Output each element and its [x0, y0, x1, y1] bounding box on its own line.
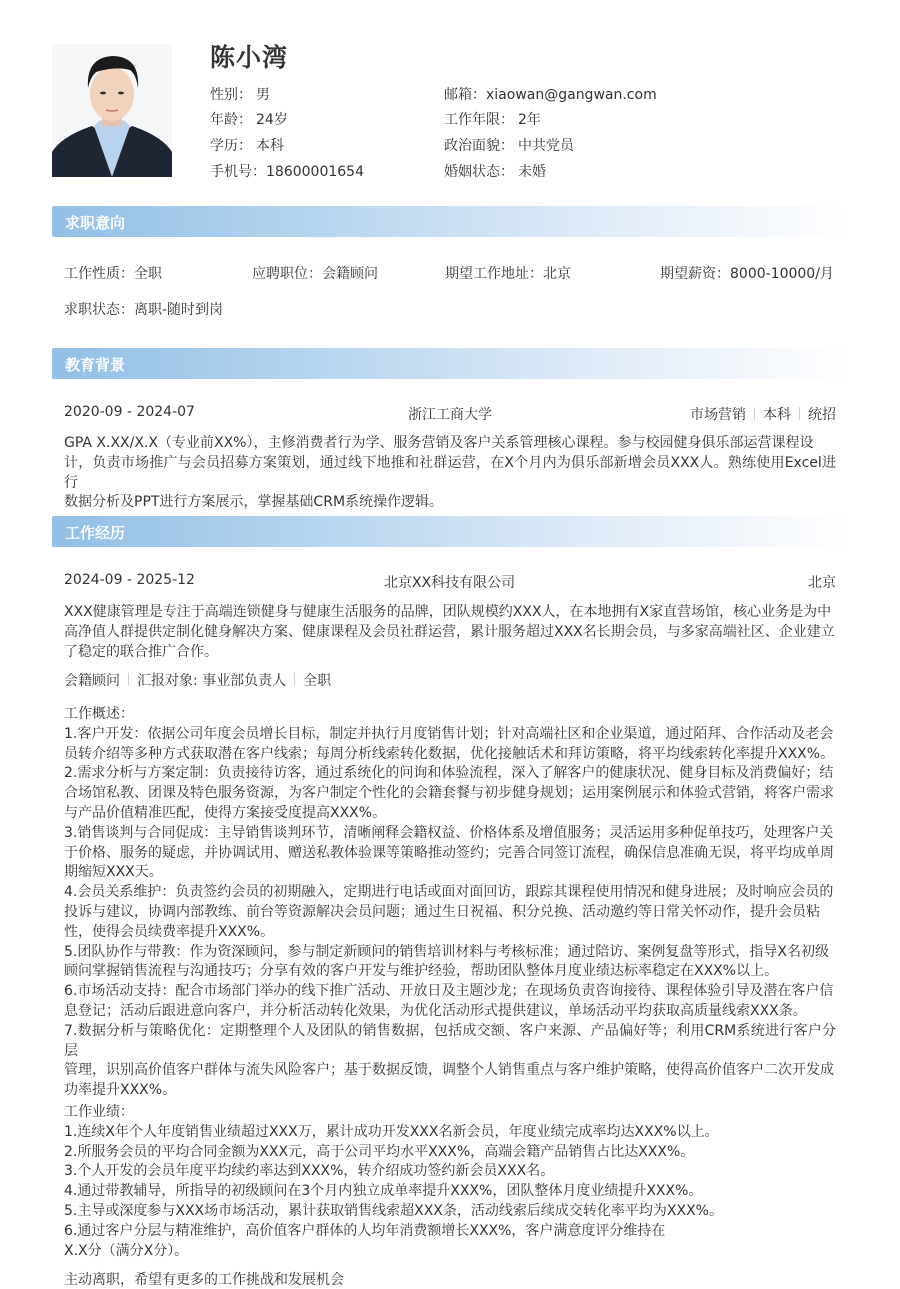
info-label: 婚姻状态： — [444, 164, 514, 180]
section-title: 工作经历 — [65, 524, 126, 542]
text-line: 功率提升XXX%。 — [64, 1082, 177, 1099]
info-value: 2年 — [518, 112, 541, 128]
section-header-work — [52, 516, 848, 547]
info-value: 中共党员 — [518, 138, 574, 154]
text-line: 2.需求分析与方案定制：负责接待访客，通过系统化的问询和体验流程，深入了解客户的健康状况、健身目标及消费偏好；结 — [64, 765, 834, 782]
info-value: 男 — [256, 87, 270, 103]
field-value: 北京 — [543, 266, 571, 282]
candidate-name: 陈小湾 — [210, 43, 289, 72]
section-header-job-intention — [52, 206, 848, 237]
separator — [294, 673, 295, 686]
text-line: XXX健康管理是专注于高端连锁健身与健康生活服务的品牌，团队规模约XXX人，在本地拥有X家直营场馆，核心业务是为中 — [64, 604, 832, 620]
summary-title: 工作概述： — [64, 706, 134, 722]
info-label: 政治面貌： — [444, 138, 514, 154]
text-line: 性，使得会员续费率提升XXX%。 — [64, 923, 275, 940]
text-line: GPA X.XX/X.X（专业前XX%），主修消费者行为学、服务营销及客户关系管理核心课程。参与校园健身俱乐部运营课程设 — [64, 435, 814, 451]
text-line: 于价格、服务的疑虑，并协调试用、赠送私教体验课等策略推动签约；完善合同签订流程，确保信息准确无误，将平均成单周 — [64, 844, 834, 861]
text-line: 3.个人开发的会员年度平均续约率达到XXX%，转介绍成功签约新会员XXX名。 — [64, 1163, 555, 1180]
text-line: 计，负责市场推广与会员招募方案策划，通过线下地推和社群运营，在X个月内为俱乐部新增会员XXX人。熟练使用Excel进行 — [64, 454, 836, 491]
education-school: 浙江工商大学 — [408, 407, 492, 423]
education-enrollment: 统招 — [808, 407, 836, 423]
work-reports-to: 汇报对象: 事业部负责人 — [137, 673, 287, 689]
text-line: 数据分析及PPT进行方案展示，掌握基础CRM系统操作逻辑。 — [64, 494, 444, 511]
info-label: 学历： — [210, 138, 252, 154]
info-value: 未婚 — [518, 164, 546, 180]
info-age — [210, 109, 288, 129]
text-line: 7.数据分析与策略优化：定期整理个人及团队的销售数据，包括成交额、客户来源、产品偏好等；利用CRM系统进行客户分层 — [64, 1022, 836, 1059]
field-label: 应聘职位： — [252, 266, 322, 282]
company-intro — [64, 603, 836, 662]
work-tags — [64, 670, 331, 690]
text-line: 1.连续X年个人年度销售业绩超过XXX万，累计成功开发XXX名新会员，年度业绩完成率均达XXX%以上。 — [64, 1123, 719, 1140]
work-type: 全职 — [303, 673, 332, 689]
text-line: 3.销售谈判与合同促成：主导销售谈判环节，清晰阐释会籍权益、价格体系及增值服务；灵活运用多种促单技巧，处理客户关 — [64, 824, 834, 841]
info-marital-status — [444, 161, 546, 181]
education-description — [64, 434, 836, 513]
info-email — [444, 84, 657, 104]
field-label: 期望薪资： — [660, 266, 730, 282]
education-degree: 本科 — [763, 407, 791, 423]
section-title: 求职意向 — [65, 214, 126, 232]
work-role: 会籍顾问 — [64, 673, 120, 689]
section-header-education — [52, 348, 848, 379]
text-line: 4.通过带教辅导，所指导的初级顾问在3个月内独立成单率提升XXX%，团队整体月度业绩提升XXX%。 — [64, 1183, 703, 1200]
info-value: 18600001654 — [266, 164, 364, 180]
field-value: 会籍顾问 — [322, 266, 378, 282]
info-label: 手机号： — [210, 164, 266, 180]
text-line: 5.主导或深度参与XXX场市场活动，累计获取销售线索超XXX条，活动线索后续成交转化率平均为XXX%。 — [64, 1202, 723, 1219]
text-line: 与产品价值精准匹配，使得方案接受度提高XXX%。 — [64, 804, 387, 821]
separator — [128, 673, 129, 686]
text-line: 1.客户开发：依据公司年度会员增长目标，制定并执行月度销售计划；针对高端社区和企业渠道，通过陌拜、合作活动及老会 — [64, 725, 834, 742]
text-line: 顾问掌握销售流程与沟通技巧；分享有效的客户开发与维护经验，帮助团队整体月度业绩达标率稳定在XXX%以上。 — [64, 963, 779, 980]
intention-work-type — [64, 263, 162, 283]
education-period: 2020-09 - 2024-07 — [64, 404, 195, 420]
section-title: 教育背景 — [65, 356, 126, 374]
achievements-title: 工作业绩： — [64, 1104, 134, 1120]
info-phone — [210, 161, 364, 181]
text-line: 合场馆私教、团课及特色服务资源，为客户制定个性化的会籍套餐与初步健身规划；运用案例展示和体验式营销，将客户需求 — [64, 785, 834, 802]
info-value: xiaowan@gangwan.com — [486, 87, 657, 103]
text-line: 了稳定的联合推广合作。 — [64, 643, 218, 660]
info-label: 年龄： — [210, 112, 252, 128]
info-label: 工作年限： — [444, 112, 514, 128]
info-label: 邮箱： — [444, 87, 486, 103]
leaving-reason-cutoff: 主动离职，希望有更多的工作挑战和发展机会 — [64, 1272, 344, 1288]
work-period: 2024-09 - 2025-12 — [64, 572, 195, 588]
work-company: 北京XX科技有限公司 — [384, 575, 516, 591]
text-line: 息登记；活动后跟进意向客户，并分析活动转化效果，为优化活动形式提供建议，单场活动平均获取高质量线索XXX条。 — [64, 1002, 807, 1019]
text-line: 6.通过客户分层与精准维护，高价值客户群体的人均年消费额增长XXX%，客户满意度评分维持在 — [64, 1222, 666, 1239]
intention-status — [64, 299, 223, 319]
info-political-status — [444, 135, 574, 155]
field-label: 求职状态： — [64, 302, 134, 318]
field-value: 离职-随时到岗 — [134, 302, 224, 318]
intention-location — [445, 263, 571, 283]
intention-position — [252, 263, 378, 283]
education-tags — [690, 404, 836, 424]
text-line: 期缩短XXX天。 — [64, 864, 163, 881]
field-value: 全职 — [134, 266, 162, 282]
person-portrait-icon — [52, 44, 172, 177]
work-achievements — [64, 1103, 836, 1261]
info-label: 性别： — [210, 87, 252, 103]
text-line: 管理，识别高价值客户群体与流失风险客户；基于数据反馈，调整个人销售重点与客户维护策略，使得高价值客户二次开发成 — [64, 1062, 834, 1079]
info-value: 本科 — [256, 138, 284, 154]
text-line: 投诉与建议，协调内部教练、前台等资源解决会员问题；通过生日祝福、积分兑换、活动邀约等日常关怀动作，提升会员粘 — [64, 903, 820, 920]
field-label: 工作性质： — [64, 266, 134, 282]
info-value: 24岁 — [256, 112, 288, 128]
text-line: 高净值人群提供定制化健身解决方案、健康课程及会员社群运营，累计服务超过XXX名长期会员，与多家高端社区、企业建立 — [64, 623, 835, 640]
text-line: X.X分（满分X分）。 — [64, 1242, 189, 1259]
profile-photo — [52, 44, 172, 177]
text-line: 6.市场活动支持：配合市场部门举办的线下推广活动、开放日及主题沙龙；在现场负责咨询接待、课程体验引导及潜在客户信 — [64, 983, 834, 1000]
text-line: 2.所服务会员的平均合同金额为XXX元，高于公司平均水平XXX%，高端会籍产品销售占比达XXX%。 — [64, 1143, 695, 1160]
info-gender — [210, 84, 270, 104]
info-work-years — [444, 109, 541, 129]
intention-salary — [660, 263, 834, 283]
separator — [754, 407, 755, 420]
text-line: 4.会员关系维护：负责签约会员的初期融入，定期进行电话或面对面回访，跟踪其课程使用情况和健身进展；及时响应会员的 — [64, 884, 834, 901]
work-summary — [64, 705, 836, 1101]
text-line: 5.团队协作与带教：作为资深顾问，参与制定新顾问的销售培训材料与考核标准；通过陪访、案例复盘等形式，指导X名初级 — [64, 943, 829, 960]
field-label: 期望工作地址： — [445, 266, 543, 282]
separator — [799, 407, 800, 420]
education-major: 市场营销 — [690, 407, 746, 423]
field-value: 8000-10000/月 — [730, 266, 834, 282]
work-location: 北京 — [808, 575, 836, 591]
info-education — [210, 135, 284, 155]
text-line: 员转介绍等多种方式获取潜在客户线索；每周分析线索转化数据，优化接触话术和拜访策略，将平均线索转化率提升XXX%。 — [64, 745, 835, 762]
